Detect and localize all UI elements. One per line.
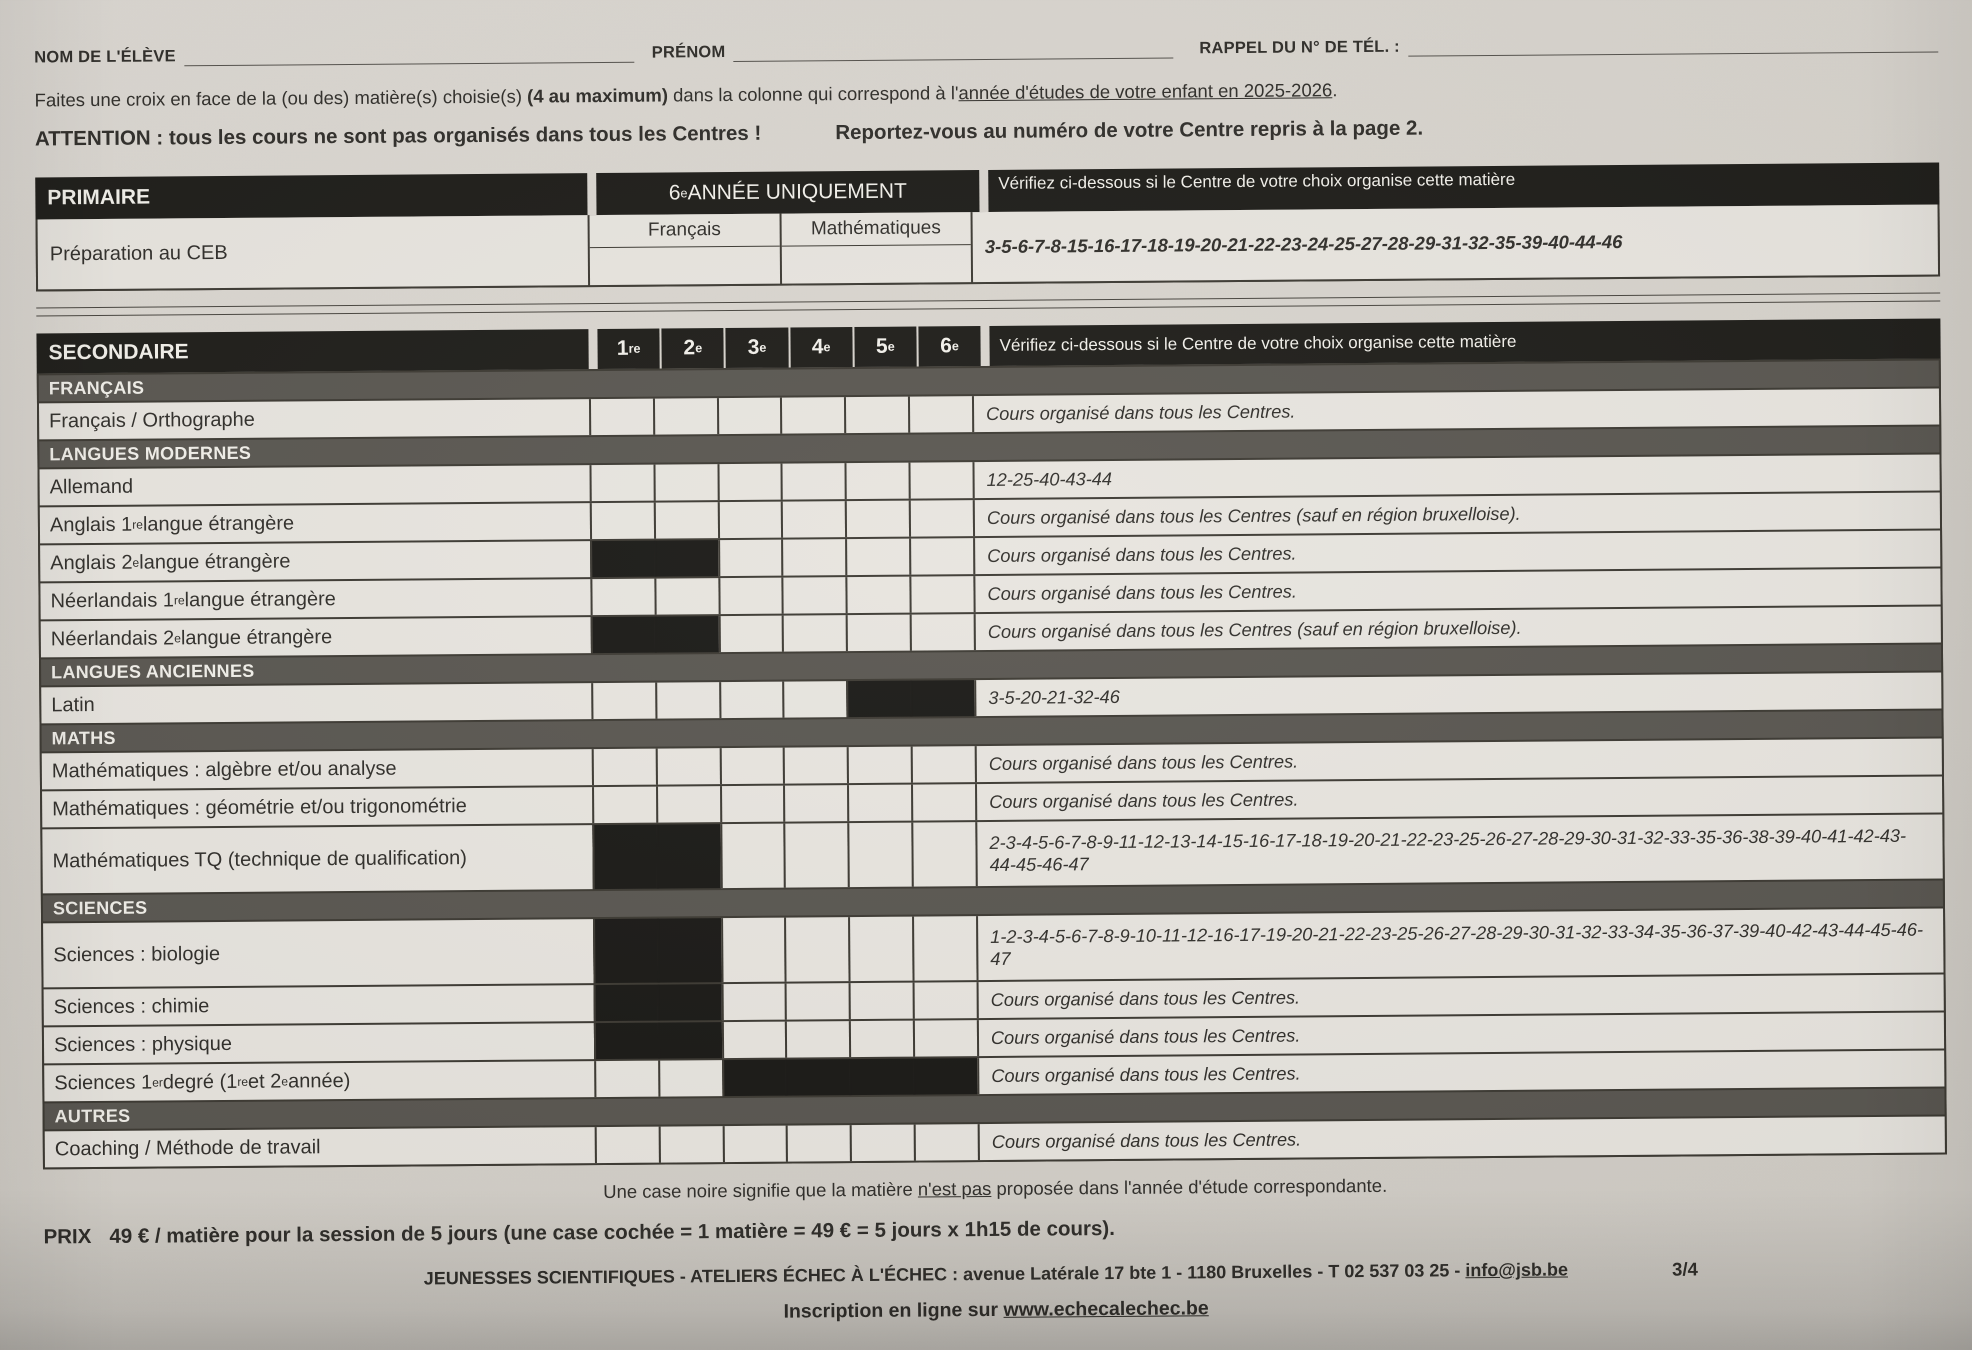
student-name-input-line[interactable]: [184, 42, 634, 67]
blocked-cell-year-3: [722, 1060, 786, 1097]
checkbox-cell-year-2[interactable]: [656, 748, 720, 785]
primaire-year-header: 6 e ANNÉE UNIQUEMENT: [596, 170, 979, 215]
course-label: Sciences : biologie: [43, 919, 593, 987]
year-header-1: 1 re: [597, 329, 659, 369]
year-cells: [590, 576, 973, 615]
blocked-cell-year-6: [913, 1058, 977, 1095]
centres-note: Cours organisé dans tous les Centres.: [973, 531, 1940, 575]
instructions-text: [35, 75, 1939, 112]
checkbox-cell-year-3[interactable]: [717, 502, 781, 539]
phone-input-line[interactable]: [1408, 32, 1939, 57]
year-header-3: 3 e: [724, 328, 788, 369]
checkbox-cell-year-5[interactable]: [844, 397, 908, 434]
firstname-input-line[interactable]: [733, 38, 1173, 62]
year-cells: [592, 784, 975, 823]
secondaire-title: SECONDAIRE: [36, 329, 588, 373]
blocked-cell-year-2: [656, 824, 720, 888]
centres-note: Cours organisé dans tous les Centres.: [975, 739, 1942, 783]
year-header-6: 6 e: [916, 326, 980, 367]
primaire-centres-note: 3-5-6-7-8-15-16-17-18-19-20-21-22-23-24-25-27-28-29-31-32-35-39-40-44-46: [973, 205, 1939, 283]
checkbox-cell-year-4[interactable]: [785, 917, 849, 981]
primaire-verify-header: Vérifiez ci-dessous si le Centre de votre choix organise cette matière: [988, 163, 1939, 212]
course-row: [43, 908, 1943, 987]
checkbox-cell-year-3[interactable]: [720, 786, 784, 823]
checkbox-cell-year-4[interactable]: [780, 397, 844, 434]
checkbox-cell-year-2[interactable]: [653, 398, 717, 435]
checkbox-cell-year-5[interactable]: [849, 1021, 913, 1058]
checkbox-cell-year-5[interactable]: [846, 577, 910, 614]
checkbox-cell-year-5[interactable]: [849, 983, 913, 1020]
checkbox-cell-year-4[interactable]: [782, 615, 846, 652]
checkbox-cell-year-2[interactable]: [653, 464, 717, 501]
phone-label: RAPPEL DU N° DE TÉL. :: [1199, 37, 1400, 58]
checkbox-cell-year-6[interactable]: [913, 1020, 977, 1057]
checkbox-cell-year-1[interactable]: [594, 1061, 658, 1098]
course-label: Anglais 2 e langue étrangère: [40, 541, 590, 581]
checkbox-cell-year-3[interactable]: [721, 984, 785, 1021]
primaire-course-label: Préparation au CEB: [38, 215, 589, 289]
blocked-cell-year-1: [594, 985, 658, 1022]
inscription-text: Inscription en ligne sur: [783, 1298, 1004, 1323]
blocked-cell-year-1: [593, 919, 657, 983]
attention-warning: ATTENTION : tous les cours ne sont pas organisés dans tous les Centres !: [34, 121, 762, 151]
year-cells: [591, 614, 974, 653]
course-label: Mathématiques TQ (technique de qualification): [42, 825, 592, 893]
checkbox-cell-year-3[interactable]: [722, 1126, 786, 1163]
black-cell-legend: [43, 1170, 1947, 1207]
year-header-4: 4 e: [788, 327, 852, 368]
checkbox-cell-year-1[interactable]: [591, 683, 655, 720]
year-cells: [594, 982, 977, 1021]
checkbox-cell-year-4[interactable]: [781, 501, 845, 538]
checkbox-cell-year-4[interactable]: [785, 1021, 849, 1058]
checkbox-cell-year-5[interactable]: [845, 501, 909, 538]
primaire-table: [35, 163, 1940, 292]
email-link[interactable]: info@jsb.be: [1465, 1259, 1569, 1281]
blocked-cell-year-4: [786, 1059, 850, 1096]
price-label: PRIX: [43, 1225, 92, 1249]
student-name-field: [34, 42, 634, 68]
primaire-subject-label: Français: [590, 214, 780, 248]
checkbox-cell-year-4[interactable]: [781, 463, 845, 500]
centres-note: Cours organisé dans tous les Centres.: [977, 974, 1944, 1018]
checkbox-cell-year-6[interactable]: [911, 784, 975, 821]
primaire-checkbox-francais[interactable]: [590, 247, 780, 285]
phone-field: [1199, 32, 1938, 59]
section-band: LANGUES ANCIENNES: [41, 645, 1941, 686]
checkbox-cell-year-6[interactable]: [911, 746, 975, 783]
checkbox-cell-year-6[interactable]: [910, 576, 974, 613]
course-label: Sciences : chimie: [44, 985, 594, 1025]
course-label: Allemand: [40, 465, 590, 505]
checkbox-cell-year-5[interactable]: [845, 539, 909, 576]
price-text: 49 € / matière pour la session de 5 jours (une case cochée = 1 matière = 49 € = 5 jours x 1h15 de cours).: [109, 1217, 1115, 1248]
blocked-cell-year-2: [655, 616, 719, 653]
blocked-cell-year-2: [654, 540, 718, 577]
year-cells: [590, 538, 973, 577]
course-label: Français / Orthographe: [39, 399, 589, 439]
centres-note: Cours organisé dans tous les Centres.: [972, 389, 1939, 433]
checkbox-cell-year-3[interactable]: [722, 1022, 786, 1059]
course-label: Coaching / Méthode de travail: [45, 1127, 595, 1167]
blocked-cell-year-2: [657, 918, 721, 982]
checkbox-cell-year-5[interactable]: [845, 463, 909, 500]
year-cells: [595, 1124, 978, 1163]
checkbox-cell-year-6[interactable]: [913, 982, 977, 1019]
year-cells: [591, 680, 974, 719]
year-cells: [593, 916, 976, 983]
checkbox-cell-year-2[interactable]: [658, 1060, 722, 1097]
checkbox-cell-year-4[interactable]: [786, 1125, 850, 1162]
blocked-cell-year-6: [910, 680, 974, 717]
footer-website-line: [44, 1291, 1948, 1329]
year-cells: [594, 1020, 977, 1059]
firstname-label: PRÉNOM: [651, 43, 726, 62]
checkbox-cell-year-4[interactable]: [783, 681, 847, 718]
year-header-cells: [597, 326, 980, 369]
year-cells: [592, 822, 975, 889]
checkbox-cell-year-5[interactable]: [847, 747, 911, 784]
header-gap: [587, 173, 596, 215]
secondaire-rows: [37, 358, 1947, 1169]
blocked-cell-year-5: [847, 681, 911, 718]
section-band: AUTRES: [44, 1088, 1944, 1129]
checkbox-cell-year-4[interactable]: [785, 983, 849, 1020]
instructions-underlined-year: année d'études de votre enfant en 2025-2026: [958, 79, 1333, 104]
header-gap: [980, 326, 989, 366]
primaire-title: PRIMAIRE: [35, 173, 587, 219]
checkbox-cell-year-2[interactable]: [659, 1126, 723, 1163]
checkbox-cell-year-2[interactable]: [654, 578, 718, 615]
checkbox-cell-year-4[interactable]: [783, 785, 847, 822]
checkbox-cell-year-5[interactable]: [847, 785, 911, 822]
attention-refer: Reportez-vous au numéro de votre Centre repris à la page 2.: [835, 116, 1424, 145]
blocked-cell-year-1: [591, 617, 655, 654]
year-header-5: 5 e: [852, 327, 916, 368]
centres-note: Cours organisé dans tous les Centres (sauf en région bruxelloise).: [974, 607, 1941, 651]
secondaire-verify-header: Vérifiez ci-dessous si le Centre de votre choix organise cette matière: [989, 318, 1940, 365]
centres-note: Cours organisé dans tous les Centres (sauf en région bruxelloise).: [973, 493, 1940, 537]
instructions-part: dans la colonne qui correspond à l': [667, 82, 959, 106]
year-cells: [594, 1058, 977, 1097]
checkbox-cell-year-6[interactable]: [911, 822, 975, 886]
checkbox-cell-year-3[interactable]: [719, 748, 783, 785]
course-row: [42, 814, 1942, 893]
header-gap: [979, 170, 988, 212]
instructions-part: .: [1332, 79, 1338, 101]
course-label: Néerlandais 2 e langue étrangère: [41, 617, 591, 657]
checkbox-cell-year-2[interactable]: [655, 682, 719, 719]
blocked-cell-year-2: [657, 984, 721, 1021]
year-cells: [589, 462, 972, 501]
primaire-checkbox-mathematiques[interactable]: [781, 245, 971, 283]
checkbox-cell-year-3[interactable]: [718, 540, 782, 577]
checkbox-cell-year-6[interactable]: [909, 538, 973, 575]
attention-line: [35, 113, 1939, 152]
centres-note: Cours organisé dans tous les Centres.: [975, 776, 1942, 820]
course-label: Mathématiques : géométrie et/ou trigonométrie: [42, 787, 592, 827]
legend-underlined: n'est pas: [917, 1177, 992, 1200]
checkbox-cell-year-5[interactable]: [846, 615, 910, 652]
section-band: MATHS: [42, 711, 1942, 752]
year-cells: [590, 500, 973, 539]
checkbox-cell-year-4[interactable]: [782, 539, 846, 576]
checkbox-cell-year-1[interactable]: [592, 749, 656, 786]
course-label: Anglais 1 re langue étrangère: [40, 503, 590, 543]
checkbox-cell-year-3[interactable]: [719, 682, 783, 719]
checkbox-cell-year-3[interactable]: [718, 616, 782, 653]
centres-note: 3-5-20-21-32-46: [974, 673, 1941, 717]
page-number: 3/4: [1672, 1258, 1698, 1280]
checkbox-cell-year-6[interactable]: [912, 916, 976, 980]
centres-note: Cours organisé dans tous les Centres.: [977, 1050, 1944, 1094]
checkbox-cell-year-3[interactable]: [718, 578, 782, 615]
centres-note: 2-3-4-5-6-7-8-9-11-12-13-14-15-16-17-18-19-20-21-22-23-25-26-27-28-29-30-31-32-33-35-36-38-39-40-41-42-43-44-45-46-47: [975, 814, 1942, 886]
checkbox-cell-year-1[interactable]: [589, 399, 653, 436]
primaire-subject-francais: [590, 214, 780, 285]
secondaire-table: [36, 318, 1947, 1169]
year-cells: [589, 396, 972, 435]
checkbox-cell-year-1[interactable]: [590, 503, 654, 540]
checkbox-cell-year-4[interactable]: [784, 823, 848, 887]
course-label: Latin: [41, 683, 591, 723]
section-band: SCIENCES: [43, 880, 1943, 921]
course-label: Sciences 1 er degré (1 re et 2 e année): [44, 1061, 594, 1101]
primaire-subject-label: Mathématiques: [781, 212, 971, 246]
course-label: Mathématiques : algèbre et/ou analyse: [42, 749, 592, 789]
legend-part: proposée dans l'année d'étude correspondante.: [991, 1174, 1388, 1199]
centres-note: 1-2-3-4-5-6-7-8-9-10-11-12-16-17-19-20-21-22-23-25-26-27-28-29-30-31-32-33-34-35-36-37-39-40-42-43-44-45-46-47: [976, 908, 1943, 980]
checkbox-cell-year-1[interactable]: [592, 787, 656, 824]
year-cells: [592, 746, 975, 785]
organisation-address: JEUNESSES SCIENTIFIQUES - ATELIERS ÉCHEC À L'ÉCHEC : avenue Latérale 17 bte 1 - 1180 Bruxelles - T 02 537 03 25 -: [423, 1260, 1466, 1289]
checkbox-cell-year-4[interactable]: [782, 577, 846, 614]
checkbox-cell-year-1[interactable]: [590, 579, 654, 616]
course-label: Néerlandais 1 re langue étrangère: [40, 579, 590, 619]
checkbox-cell-year-5[interactable]: [848, 917, 912, 981]
centres-note: Cours organisé dans tous les Centres.: [977, 1012, 1944, 1056]
header-gap: [588, 329, 597, 369]
checkbox-cell-year-1[interactable]: [589, 465, 653, 502]
checkbox-cell-year-6[interactable]: [909, 462, 973, 499]
blocked-cell-year-1: [590, 541, 654, 578]
section-band: FRANÇAIS: [39, 361, 1939, 402]
footer-organisation-line: [44, 1256, 1948, 1292]
instructions-part: Faites une croix en face de la (ou des) matière(s) choisie(s): [34, 85, 528, 111]
section-band: LANGUES MODERNES: [39, 427, 1939, 468]
centres-note: 12-25-40-43-44: [972, 455, 1939, 499]
checkbox-cell-year-6[interactable]: [909, 500, 973, 537]
checkbox-cell-year-6[interactable]: [910, 614, 974, 651]
checkbox-cell-year-3[interactable]: [720, 824, 784, 888]
checkbox-cell-year-3[interactable]: [717, 464, 781, 501]
section-divider-rule: [36, 292, 1940, 316]
website-link[interactable]: www.echecalechec.be: [1003, 1297, 1209, 1321]
student-name-label: NOM DE L'ÉLÈVE: [34, 47, 176, 67]
blocked-cell-year-2: [658, 1022, 722, 1059]
course-label: Sciences : physique: [44, 1023, 594, 1063]
checkbox-cell-year-2[interactable]: [656, 786, 720, 823]
checkbox-cell-year-6[interactable]: [914, 1124, 978, 1161]
checkbox-cell-year-1[interactable]: [595, 1127, 659, 1164]
checkbox-cell-year-5[interactable]: [848, 823, 912, 887]
primaire-subject-mathematiques: [781, 212, 971, 283]
blocked-cell-year-1: [594, 1023, 658, 1060]
instructions-max-bold: (4 au maximum): [527, 84, 669, 107]
header-fields: [34, 23, 1938, 68]
checkbox-cell-year-3[interactable]: [717, 398, 781, 435]
legend-part: Une case noire signifie que la matière: [603, 1178, 918, 1203]
primaire-body-row: [36, 205, 1941, 292]
checkbox-cell-year-5[interactable]: [850, 1125, 914, 1162]
centres-note: Cours organisé dans tous les Centres.: [973, 569, 1940, 613]
checkbox-cell-year-3[interactable]: [721, 918, 785, 982]
checkbox-cell-year-6[interactable]: [908, 396, 972, 433]
price-line: [43, 1210, 1947, 1249]
checkbox-cell-year-4[interactable]: [783, 747, 847, 784]
blocked-cell-year-1: [592, 825, 656, 889]
centres-note: Cours organisé dans tous les Centres.: [978, 1116, 1945, 1160]
firstname-field: [652, 38, 1174, 63]
year-header-2: 2 e: [660, 328, 724, 369]
primaire-subject-columns: [588, 212, 972, 285]
blocked-cell-year-5: [849, 1059, 913, 1096]
checkbox-cell-year-2[interactable]: [654, 502, 718, 539]
